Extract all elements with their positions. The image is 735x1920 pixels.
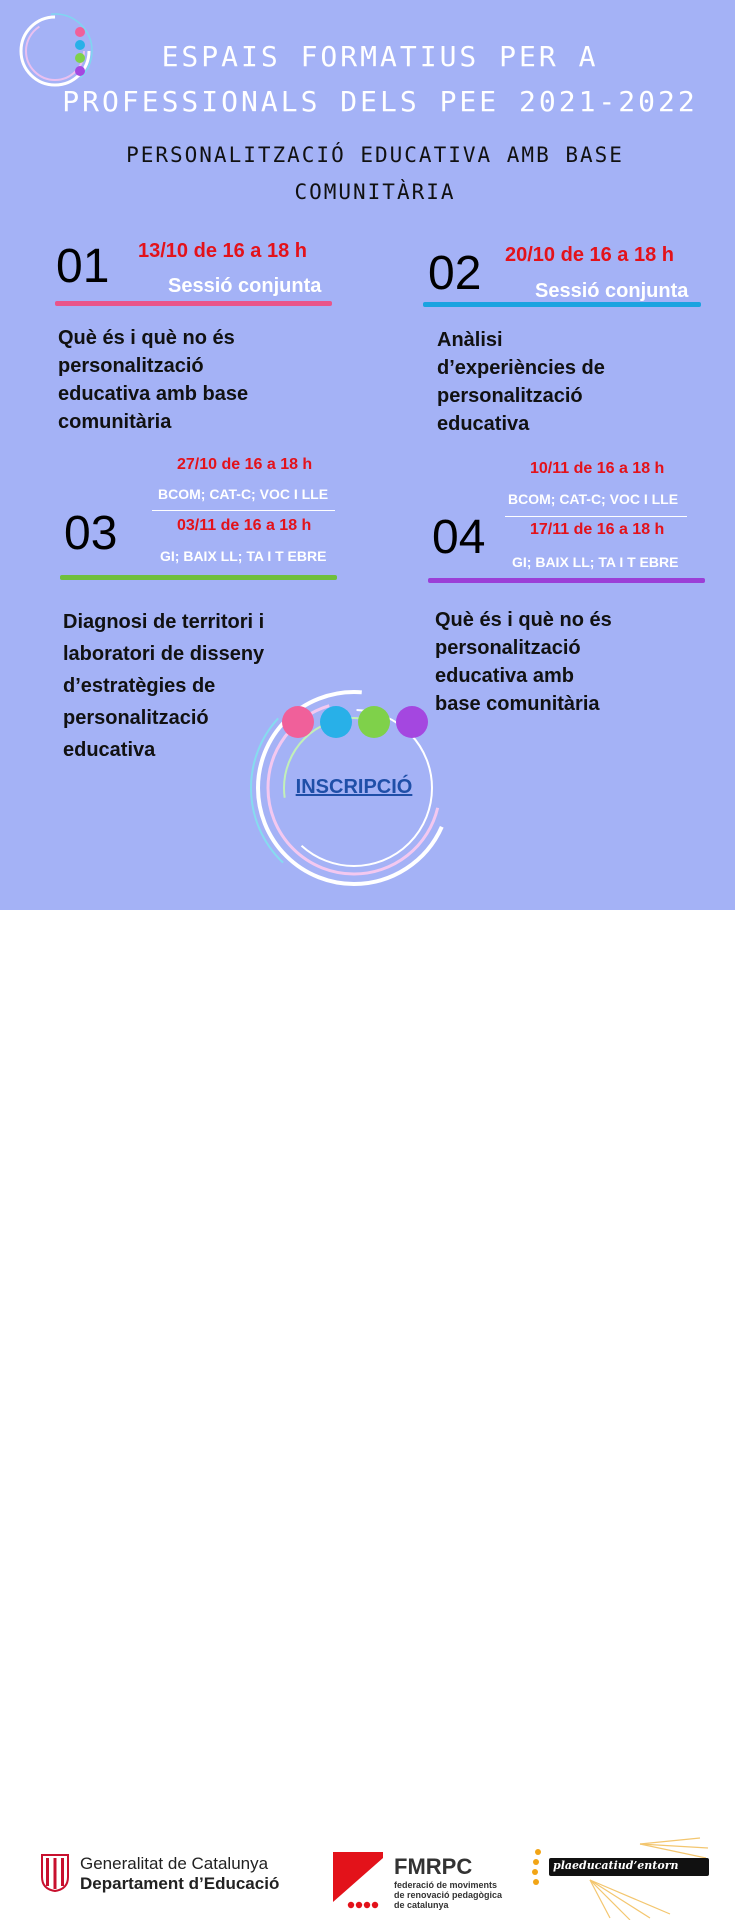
- session-01-description: Què és i què no és personalització educativa amb base comunitària: [58, 327, 249, 433]
- session-04-number: 04: [432, 511, 486, 564]
- session-02-number: 02: [428, 247, 482, 300]
- session-03-separator: [152, 510, 335, 511]
- fmrpc-subtitle: federació de moviments de renovació pedagògica de catalunya: [394, 1880, 503, 1910]
- session-02-label: Sessió conjunta: [535, 280, 689, 302]
- fmrpc-logo-icon: [333, 1852, 389, 1910]
- session-04-description: Què és i què no és personalització educativa amb base comunitària: [435, 609, 612, 715]
- session-03-date-a: 27/10 de 16 a 18 h: [177, 456, 313, 473]
- session-01-number: 01: [56, 240, 110, 293]
- session-02-divider: [423, 302, 701, 307]
- generalitat-name: Generalitat de Catalunya: [80, 1854, 269, 1873]
- session-04-groups-a: BCOM; CAT-C; VOC I LLE: [508, 491, 679, 507]
- registration-link[interactable]: INSCRIPCIÓ: [295, 776, 413, 798]
- purple-dot-icon: [396, 706, 428, 738]
- session-04-divider: [428, 578, 705, 583]
- poster: [0, 0, 735, 910]
- session-03-description: Diagnosi de territori i laboratori de disseny d’estratègies de personalització educativa: [63, 611, 265, 761]
- session-01-divider: [55, 301, 332, 306]
- poster-title-line1: ESPAIS FORMATIUS PER A: [161, 40, 599, 73]
- poster-title-line2: PROFESSIONALS DELS PEE 2021-2022: [62, 85, 698, 118]
- generalitat-department: Departament d’Educació: [80, 1874, 280, 1893]
- session-04-separator: [505, 516, 687, 517]
- poster-subtitle-line1: PERSONALITZACIÓ EDUCATIVA AMB BASE: [126, 143, 624, 167]
- poster-subtitle-line2: COMUNITÀRIA: [294, 180, 456, 204]
- blue-dot-icon: [320, 706, 352, 738]
- session-04-date-a: 10/11 de 16 a 18 h: [530, 460, 665, 477]
- session-03-groups-a: BCOM; CAT-C; VOC I LLE: [158, 486, 329, 502]
- session-02-date: 20/10 de 16 a 18 h: [505, 244, 675, 266]
- plan-rays-icon: [530, 1838, 710, 1920]
- session-04-groups-b: GI; BAIX LL; TA I T EBRE: [512, 554, 679, 570]
- footer: [0, 910, 735, 1910]
- session-03-date-b: 03/11 de 16 a 18 h: [177, 517, 312, 534]
- generalitat-emblem-icon: [40, 1853, 70, 1893]
- session-01-date: 13/10 de 16 a 18 h: [138, 240, 308, 262]
- session-01-label: Sessió conjunta: [168, 275, 322, 297]
- session-04-date-b: 17/11 de 16 a 18 h: [530, 521, 665, 538]
- session-03-groups-b: GI; BAIX LL; TA I T EBRE: [160, 548, 327, 564]
- pink-dot-icon: [282, 706, 314, 738]
- session-03-number: 03: [64, 507, 118, 560]
- plan-logo-text: plaeducatiud’entorn: [553, 1859, 679, 1872]
- fmrpc-name: FMRPC: [394, 1854, 473, 1879]
- session-03-divider: [60, 575, 337, 580]
- green-dot-icon: [358, 706, 390, 738]
- session-02-description: Anàlisi d’experiències de personalització educativa: [437, 329, 605, 435]
